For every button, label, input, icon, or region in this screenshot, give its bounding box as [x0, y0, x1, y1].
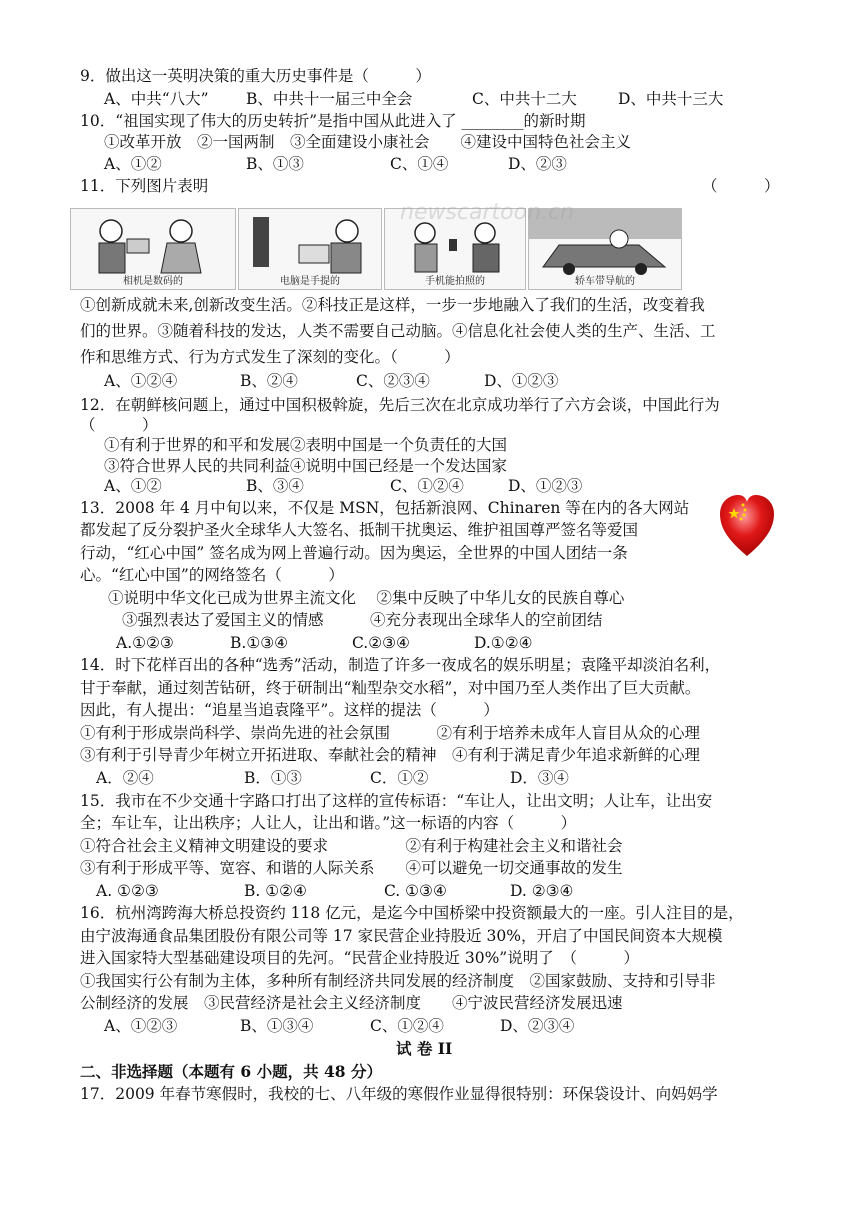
q10-option-d: D、②③	[508, 155, 567, 173]
cartoon-camera	[70, 208, 236, 290]
cartoon-laptop	[238, 208, 382, 290]
q15-line-1: 15．我市在不少交通十字路口打出了这样的宣传标语：“车让人，让出文明；人让车，让出安	[80, 792, 713, 810]
q16-option-b: B、①③④	[240, 1017, 314, 1035]
q15-items-1: ①符合社会主义精神文明建设的要求 ②有利于构建社会主义和谐社会	[80, 837, 623, 855]
q9-option-a: A、中共“八大”	[104, 90, 209, 108]
q10-items: ①改革开放 ②一国两制 ③全面建设小康社会 ④建设中国特色社会主义	[104, 133, 632, 151]
q11-option-c: C、②③④	[356, 372, 430, 390]
q10-option-c: C、①④	[390, 155, 449, 173]
q11-line-1: ①创新成就未来,创新改变生活。②科技正是这样，一步一步地融入了我们的生活，改变着我	[80, 296, 705, 314]
q14-option-b: B．①③	[244, 769, 302, 787]
q17-line-1: 17．2009 年春节寒假时，我校的七、八年级的寒假作业显得很特别：环保袋设计、向妈妈学	[80, 1085, 718, 1103]
q16-option-a: A、①②③	[104, 1017, 178, 1035]
q16-option-c: C、①②④	[370, 1017, 444, 1035]
q13-items-2: ③强烈表达了爱国主义的情感 ④充分表现出全球华人的空前团结	[122, 611, 603, 629]
section-2-title: 二、非选择题（本题有 6 小题，共 48 分）	[80, 1062, 382, 1081]
q15-items-2: ③有利于形成平等、宽容、和谐的人际关系 ④可以避免一切交通事故的发生	[80, 859, 623, 877]
q12-line-2: （ ）	[80, 416, 158, 434]
q13-items-1: ①说明中华文化已成为世界主流文化 ②集中反映了中华儿女的民族自尊心	[108, 589, 625, 607]
q12-line-1: 12．在朝鲜核问题上，通过中国积极斡旋，先后三次在北京成功举行了六方会谈，中国此行为	[80, 396, 720, 414]
q9-stem: 9．做出这一英明决策的重大历史事件是（ ）	[80, 67, 431, 85]
q13-line-4: 心。“红心中国”的网络签名（ ）	[80, 566, 344, 584]
q15-line-2: 全；车让车，让出秩序；人让人，让出和谐。”这一标语的内容（ ）	[80, 814, 577, 832]
red-heart-flag-icon	[718, 490, 776, 562]
q15-option-d: D. ②③④	[510, 882, 574, 900]
q15-option-b: B. ①②④	[244, 882, 307, 900]
q11-answer-paren: （ ）	[702, 177, 780, 195]
q9-option-b: B、中共十一届三中全会	[246, 90, 413, 108]
q9-option-d: D、中共十三大	[618, 90, 724, 108]
q11-caption-1: 相机是数码的	[123, 276, 183, 287]
q16-line-1: 16．杭州湾跨海大桥总投资约 118 亿元，是迄今中国桥梁中投资额最大的一座。引人注目的是，	[80, 904, 744, 922]
q13-option-c: C.②③④	[352, 634, 410, 652]
q12-option-b: B、③④	[246, 477, 304, 495]
q11-picture-strip	[70, 200, 682, 290]
q14-option-d: D．③④	[510, 769, 569, 787]
q16-option-d: D、②③④	[500, 1017, 575, 1035]
q9-option-c: C、中共十二大	[472, 90, 577, 108]
q15-option-c: C. ①③④	[384, 882, 447, 900]
q16-line-4: ①我国实行公有制为主体，多种所有制经济共同发展的经济制度 ②国家鼓励、支持和引导非	[80, 972, 716, 990]
q16-line-5: 公制经济的发展 ③民营经济是社会主义经济制度 ④宁波民营经济发展迅速	[80, 994, 623, 1012]
q14-items-1: ①有利于形成崇尚科学、崇尚先进的社会氛围 ②有利于培养未成年人盲目从众的心理	[80, 724, 701, 742]
q11-caption-3: 手机能拍照的	[425, 276, 485, 287]
q14-option-c: C．①②	[370, 769, 429, 787]
q10-option-a: A、①②	[104, 155, 162, 173]
q13-option-a: A.①②③	[116, 634, 174, 652]
q14-line-1: 14．时下花样百出的各种“选秀”活动，制造了许多一夜成名的娱乐明星；袁隆平却淡泊名利，	[80, 656, 721, 674]
q11-option-a: A、①②④	[104, 372, 178, 390]
watermark: newscartoon.cn	[400, 200, 575, 225]
q14-line-2: 甘于奉献，通过刻苦钻研，终于研制出“籼型杂交水稻”，对中国乃至人类作出了巨大贡献。	[80, 679, 701, 697]
q14-line-3: 因此，有人提出：“追星当追袁隆平”。这样的提法（ ）	[80, 701, 499, 719]
q12-option-d: D、①②③	[508, 477, 583, 495]
q13-line-2: 都发起了反分裂护圣火全球华人大签名、抵制干扰奥运、维护祖国尊严签名等爱国	[80, 521, 639, 539]
q11-line-3: 作和思维方式、行为方式发生了深刻的变化。（ ）	[80, 348, 460, 366]
q11-line-2: 们的世界。③随着科技的发达，人类不需要自己动脑。④信息化社会使人类的生产、生活、工	[80, 322, 716, 340]
q11-option-b: B、②④	[240, 372, 298, 390]
paper-2-title: 试 卷 II	[396, 1039, 453, 1058]
q16-line-3: 进入国家特大型基础建设项目的先河。“民营企业持股近 30%”说明了 （ ）	[80, 949, 639, 967]
q14-items-2: ③有利于引导青少年树立开拓进取、奉献社会的精神 ④有利于满足青少年追求新鲜的心理	[80, 746, 701, 764]
q12-items-2: ③符合世界人民的共同利益④说明中国已经是一个发达国家	[104, 457, 508, 475]
q13-option-b: B.①③④	[230, 634, 289, 652]
q13-line-3: 行动，“红心中国” 签名成为网上普遍行动。因为奥运，全世界的中国人团结一条	[80, 544, 628, 562]
q12-option-a: A、①②	[104, 477, 162, 495]
q11-stem: 11．下列图片表明	[80, 177, 209, 195]
q11-caption-2: 电脑是手提的	[280, 276, 340, 287]
q11-caption-4: 轿车带导航的	[575, 276, 635, 287]
q10-stem: 10．“祖国实现了伟大的历史转折”是指中国从此进入了 ________的新时期	[80, 112, 586, 130]
q16-line-2: 由宁波海通食品集团股份有限公司等 17 家民营企业持股近 30%，开启了中国民间资本大规模	[80, 927, 723, 945]
q13-option-d: D.①②④	[474, 634, 533, 652]
q14-option-a: A．②④	[96, 769, 154, 787]
q10-option-b: B、①③	[246, 155, 304, 173]
q12-items-1: ①有利于世界的和平和发展②表明中国是一个负责任的大国	[104, 436, 508, 454]
q13-line-1: 13．2008 年 4 月中旬以来，不仅是 MSN，包括新浪网、Chinaren 等在内的各大网站	[80, 499, 690, 517]
q12-option-c: C、①②④	[390, 477, 464, 495]
q11-option-d: D、①②③	[484, 372, 559, 390]
q15-option-a: A. ①②③	[96, 882, 159, 900]
